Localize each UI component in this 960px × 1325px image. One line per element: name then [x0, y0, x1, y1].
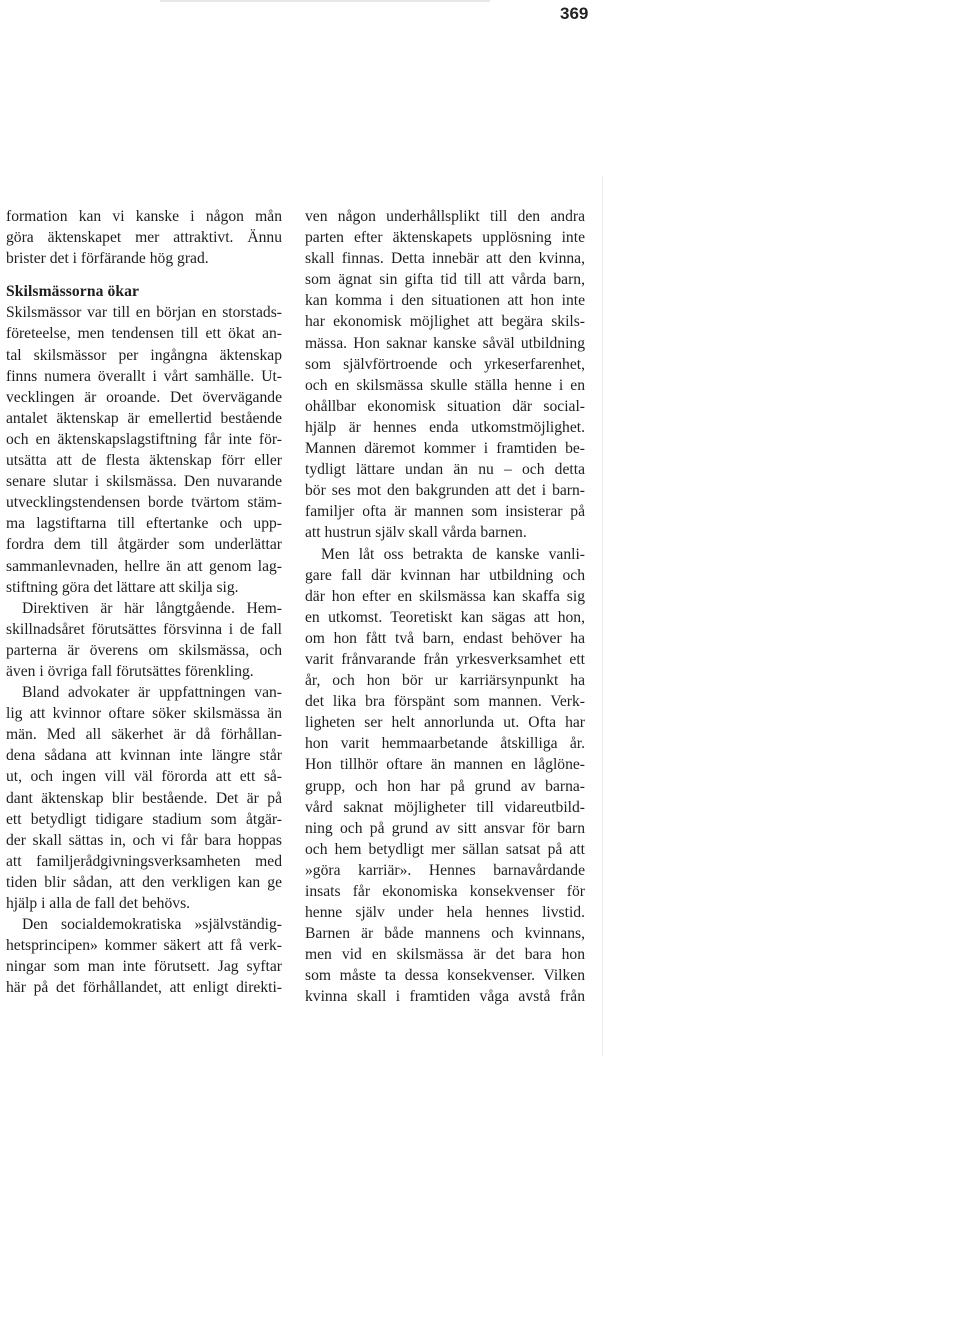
text-line: att familjerådgivningsverksamheten med: [6, 852, 282, 870]
text-line: parten efter äktenskapets upplösning inte: [305, 229, 585, 247]
left-paragraph-1: [6, 206, 282, 269]
text-line: insats får ekonomiska konsekvenser för: [305, 883, 585, 900]
text-line: men vid en skilsmässa är det bara hon: [305, 946, 585, 964]
text-line: Direktiven är här långtgående. Hem-: [22, 599, 282, 617]
text-line: Hon tillhör oftare än mannen en låglöne-: [305, 756, 585, 774]
text-line: gare fall där kvinnan har utbildning och: [305, 566, 585, 584]
text-line: en utkomst. Teoretiskt kan sägas att hon,: [305, 608, 585, 626]
text-line: dant äktenskap blir bestående. Det är på: [6, 789, 282, 807]
text-line: och hem betydligt mer sällan satsat på att: [305, 840, 585, 858]
text-line: varit frånvarande från yrkesverksamhet ett: [305, 650, 585, 668]
text-line: skall finnas. Detta innebär att den kvinna,: [305, 250, 585, 268]
text-line: har ekonomisk möjlighet att begära skils-: [305, 313, 585, 331]
text-line: hetsprincipen» kommer säkert att få verk-: [6, 937, 282, 955]
text-line: ett betydligt tidigare stadium som åtgär-: [6, 810, 282, 828]
text-line: Skilsmässor var till en början en storstads-: [6, 304, 282, 322]
text-line: Bland advokater är uppfattningen van-: [22, 684, 282, 702]
left-paragraph-2: [6, 302, 282, 597]
text-line: ma lagstiftarna till eftertanke och upp-: [6, 515, 282, 533]
text-line: hjälp i alla de fall det behövs.: [6, 895, 191, 912]
text-line: parterna är överens om skilsmässa, och: [6, 641, 282, 659]
text-line: där hon efter en skilsmässa kan skaffa sig: [305, 587, 585, 605]
text-line: företeelse, men tendensen till ett ökat an-: [6, 325, 282, 343]
text-line: familjer ofta är mannen som insisterar på: [305, 503, 585, 521]
text-line: som ägnat sin gifta tid till att vårda barn,: [305, 271, 585, 289]
text-line: stiftning göra det lättare att skilja sig.: [6, 578, 239, 596]
text-line: och en äktenskapslagstiftning får inte för-: [6, 430, 282, 448]
text-line: sammanlevnaden, hellre än att genom lag-: [6, 557, 282, 575]
text-line: vård saknat möjligheter till vidareutbild-: [305, 798, 585, 816]
text-line: Men låt oss betrakta de kanske vanli-: [321, 545, 585, 563]
text-line: år, och hon bör ur karriärsynpunkt ha: [305, 672, 585, 690]
text-line: fordra dem till åtgärder som underlättar: [6, 536, 282, 554]
text-line: tydligt lättare undan än nu – och detta: [305, 461, 585, 479]
right-column: [305, 206, 585, 1008]
text-line: hjälp är hennes enda utkomstmöjlighet.: [305, 418, 585, 436]
left-paragraph-4: [6, 682, 282, 914]
text-line: formation kan vi kanske i någon mån: [6, 208, 282, 225]
left-paragraph-5: [6, 914, 282, 998]
text-line: som självförtroende och yrkeserfarenhet,: [305, 355, 585, 373]
text-line: senare slutar i skilsmässa. Den nuvarande: [6, 473, 282, 491]
scan-page-edge: [602, 176, 603, 1056]
text-line: »göra karriär». Hennes barnavårdande: [305, 861, 585, 879]
text-line: mässa. Hon saknar kanske såväl utbildning: [305, 334, 585, 352]
text-line: Mannen däremot kommer i framtiden be-: [305, 440, 585, 458]
right-paragraph-1: [305, 206, 585, 544]
text-line: som måste ta dessa konsekvenser. Vilken: [305, 967, 585, 985]
text-line: brister det i förfärande hög grad.: [6, 250, 209, 268]
text-line: kvinna skall i framtiden våga avstå från: [305, 988, 585, 1006]
text-line: män. Med all säkerhet är då förhållan-: [6, 726, 282, 744]
text-line: finns numera överallt i vårt samhälle. Ut-: [6, 367, 282, 385]
text-line: ligheten ser helt annorlunda ut. Ofta har: [305, 714, 585, 732]
right-paragraph-2: [305, 544, 585, 1008]
text-line: bör ses mot den bakgrunden att det i barn-: [305, 482, 585, 500]
text-line: tal skilsmässor per ingångna äktenskap: [6, 346, 282, 364]
text-line: skillnadsåret förutsättes försvinna i de fall: [6, 620, 282, 638]
text-line: tiden blir sådan, att den verkligen kan ge: [6, 873, 282, 891]
left-paragraph-3: [6, 598, 282, 682]
text-line: Barnen är både mannens och kvinnans,: [305, 925, 585, 943]
text-line: om hon fått två barn, endast behöver ha: [305, 629, 585, 647]
text-line: det lika bra förspänt som mannen. Verk-: [305, 693, 585, 711]
text-line: vecklingen är oroande. Det övervägande: [6, 388, 282, 406]
text-line: ningar som man inte förutsett. Jag syftar: [6, 958, 282, 976]
text-line: antalet äktenskap är emellertid bestående: [6, 409, 282, 427]
text-line: dena sådana att kvinnan inte längre står: [6, 747, 282, 765]
text-line: kan komma i den situationen att hon inte: [305, 292, 585, 310]
section-heading: Skilsmässorna ökar: [6, 283, 140, 301]
text-line: även i övriga fall förutsättes förenkling.: [6, 662, 254, 680]
text-line: göra äktenskapet mer attraktivt. Ännu: [6, 229, 282, 247]
text-line: att hustrun själv skall vårda barnen.: [305, 524, 527, 542]
text-line: grupp, och hon har på grund av barna-: [305, 777, 585, 795]
text-line: der skall sättas in, och vi får bara hoppas: [6, 831, 282, 849]
left-column: [6, 206, 282, 998]
text-line: ut, och ingen vill väl förorda att ett så-: [6, 768, 282, 786]
text-line: ven någon underhållsplikt till den andra: [305, 208, 585, 225]
text-line: Den socialdemokratiska »självständig-: [22, 916, 282, 934]
text-line: lig att kvinnor oftare söker skilsmässa än: [6, 705, 282, 723]
page-number: 369: [560, 4, 589, 23]
text-line: ohållbar ekonomisk situation där social-: [305, 397, 585, 415]
text-line: ning och på grund av sitt ansvar för barn: [305, 819, 585, 837]
text-line: här på det förhållandet, att enligt direkti-: [6, 979, 282, 997]
text-line: utsätta att de flesta äktenskap förr eller: [6, 452, 282, 470]
paragraph-gap: [6, 269, 282, 281]
scan-top-stripe: [160, 0, 490, 2]
text-line: utvecklingstendensen borde tvärtom stäm-: [6, 494, 282, 512]
text-line: och en skilsmässa skulle ställa henne i en: [305, 376, 585, 394]
text-line: henne själv under hela hennes livstid.: [305, 904, 585, 922]
text-line: hon varit hemmaarbetande åtskilliga år.: [305, 735, 585, 753]
